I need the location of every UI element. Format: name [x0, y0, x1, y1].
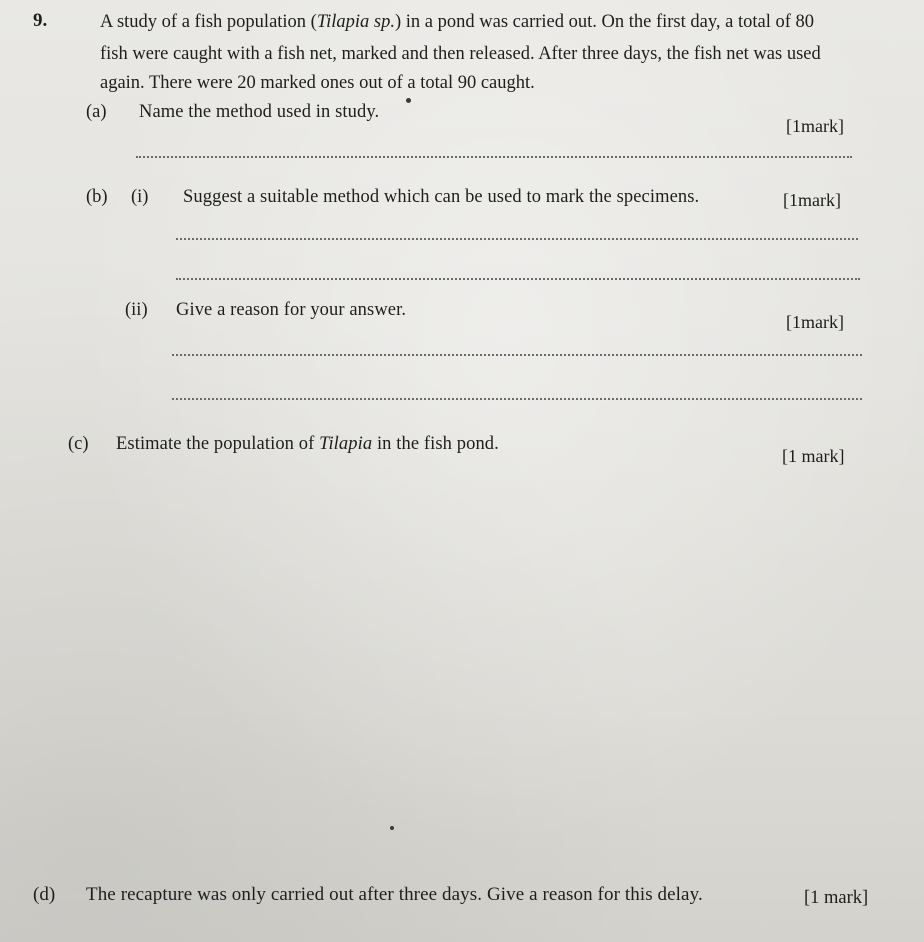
part-c-marks: [1 mark]: [782, 446, 845, 466]
part-c-text-before: Estimate the population of: [116, 434, 320, 454]
part-b-i-text: Suggest a suitable method which can be used to mark the specimens.: [183, 187, 700, 207]
part-c-label: (c): [68, 434, 89, 454]
part-d-label: (d): [33, 884, 56, 905]
part-c-working-space[interactable]: [68, 480, 868, 860]
question-number: 9.: [33, 10, 48, 31]
question-stem-line-2: fish were caught with a fish net, marked and then released. After three days, the fish net was used: [100, 44, 821, 64]
part-a-label: (a): [86, 102, 107, 122]
answer-line-b-i-2[interactable]: [176, 278, 860, 280]
part-b-label: (b): [86, 187, 108, 207]
part-c-text-italic: Tilapia: [319, 434, 373, 454]
part-d-text: The recapture was only carried out after three days. Give a reason for this delay.: [86, 884, 703, 905]
part-b-i-label: (i): [131, 187, 149, 207]
part-c-text-after: in the fish pond.: [372, 434, 499, 454]
question-stem-line-3: again. There were 20 marked ones out of a total 90 caught.: [100, 73, 535, 93]
part-a-marks: [1mark]: [786, 116, 844, 136]
answer-line-b-ii-2[interactable]: [172, 398, 862, 400]
answer-line-a[interactable]: [136, 156, 852, 158]
question-stem-line-1: A study of a fish population (Tilapia sp.) in a pond was carried out. On the first day, a total of 80: [100, 12, 815, 32]
part-b-ii-label: (ii): [125, 300, 148, 320]
part-b-ii-marks: [1mark]: [786, 312, 844, 332]
part-c-text: [116, 434, 499, 455]
answer-line-b-ii-1[interactable]: [172, 354, 862, 356]
part-b-ii-text: Give a reason for your answer.: [176, 300, 407, 320]
part-b-i-marks: [1mark]: [783, 190, 841, 210]
answer-line-b-i-1[interactable]: [176, 238, 858, 240]
ink-speck: [406, 98, 411, 103]
part-a-text: Name the method used in study.: [139, 102, 380, 122]
ink-speck: [390, 826, 394, 830]
part-d-marks: [1 mark]: [804, 888, 869, 908]
